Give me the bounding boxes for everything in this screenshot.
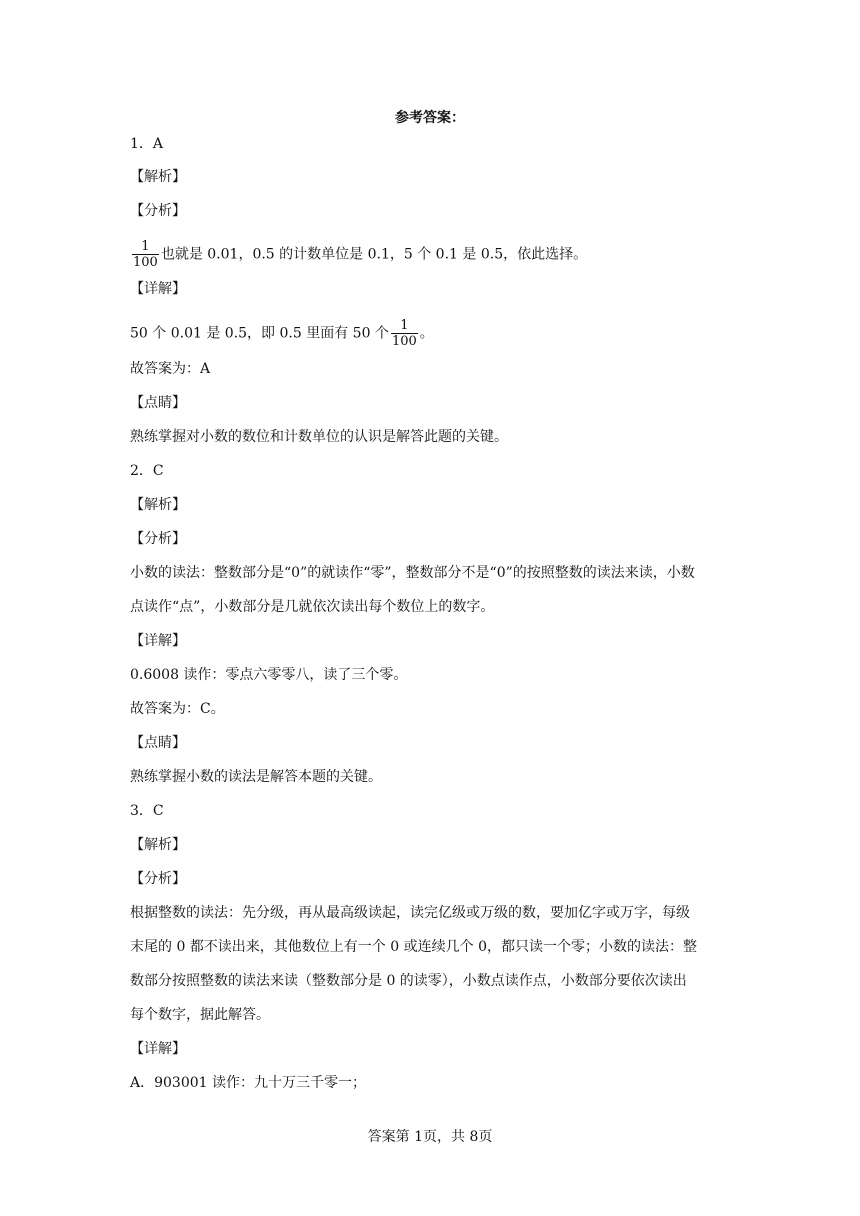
q2-tag-xiangjie: 【详解】: [130, 633, 186, 649]
fraction-denominator: 100: [133, 255, 158, 270]
fraction-denominator: 100: [391, 334, 417, 349]
q2-analysis-line-2: 点读作“点”，小数部分是几就依次读出每个数位上的数字。: [130, 599, 495, 615]
q1-tag-dianjing: 【点睛】: [130, 395, 186, 411]
q3-analysis-line-3: 数部分按照整数的读法来读（整数部分是 0 的读零），小数点读作点，小数部分要依次读出: [130, 973, 687, 989]
fraction-one-hundredth: [132, 239, 159, 270]
q2-number: 2．C: [130, 463, 164, 479]
q1-tag-fenxi: 【分析】: [130, 203, 186, 219]
fraction-numerator: 1: [400, 318, 409, 333]
q2-tag-dianjing: 【点睛】: [130, 735, 186, 751]
q3-detail-a: A．903001 读作：九十万三千零一；: [130, 1075, 367, 1091]
q1-number: 1．A: [130, 136, 164, 152]
q1-analysis: [130, 239, 740, 270]
q3-analysis-line-4: 每个数字，据此解答。: [130, 1007, 270, 1023]
fraction-numerator: 1: [141, 239, 150, 254]
q1-comment: 熟练掌握对小数的数位和计数单位的认识是解答此题的关键。: [130, 429, 508, 445]
q1-detail-end: 。: [419, 325, 434, 342]
q1-tag-jiexi: 【解析】: [130, 169, 186, 185]
q1-detail: [130, 318, 740, 349]
page-title: 参考答案：: [395, 110, 465, 126]
q3-analysis-line-1: 根据整数的读法：先分级，再从最高级读起，读完亿级或万级的数，要加亿字或万字，每级: [130, 905, 690, 921]
q2-tag-fenxi: 【分析】: [130, 531, 186, 547]
q2-answer: 故答案为：C。: [130, 701, 225, 717]
q2-tag-jiexi: 【解析】: [130, 497, 186, 513]
q2-comment: 熟练掌握小数的读法是解答本题的关键。: [130, 769, 382, 785]
q1-detail-text: 50 个 0.01 是 0.5，即 0.5 里面有 50 个: [130, 325, 389, 342]
q2-detail: 0.6008 读作：零点六零零八，读了三个零。: [130, 667, 408, 683]
page-footer: 答案第 1页，共 8页: [367, 1129, 493, 1145]
q3-analysis-line-2: 末尾的 0 都不读出来，其他数位上有一个 0 或连续几个 0，都只读一个零；小数的读法：整: [130, 939, 697, 955]
q3-number: 3．C: [130, 803, 164, 819]
q1-analysis-text: 也就是 0.01，0.5 的计数单位是 0.1，5 个 0.1 是 0.5，依此选择。: [160, 246, 588, 263]
fraction-one-hundredth: [391, 318, 418, 349]
q3-tag-fenxi: 【分析】: [130, 871, 186, 887]
q1-tag-xiangjie: 【详解】: [130, 281, 186, 297]
q3-tag-jiexi: 【解析】: [130, 837, 186, 853]
q3-tag-xiangjie: 【详解】: [130, 1041, 186, 1057]
q2-analysis-line-1: 小数的读法：整数部分是“0”的就读作“零”，整数部分不是“0”的按照整数的读法来读，小数: [130, 565, 695, 581]
q1-answer: 故答案为：A: [130, 361, 211, 377]
